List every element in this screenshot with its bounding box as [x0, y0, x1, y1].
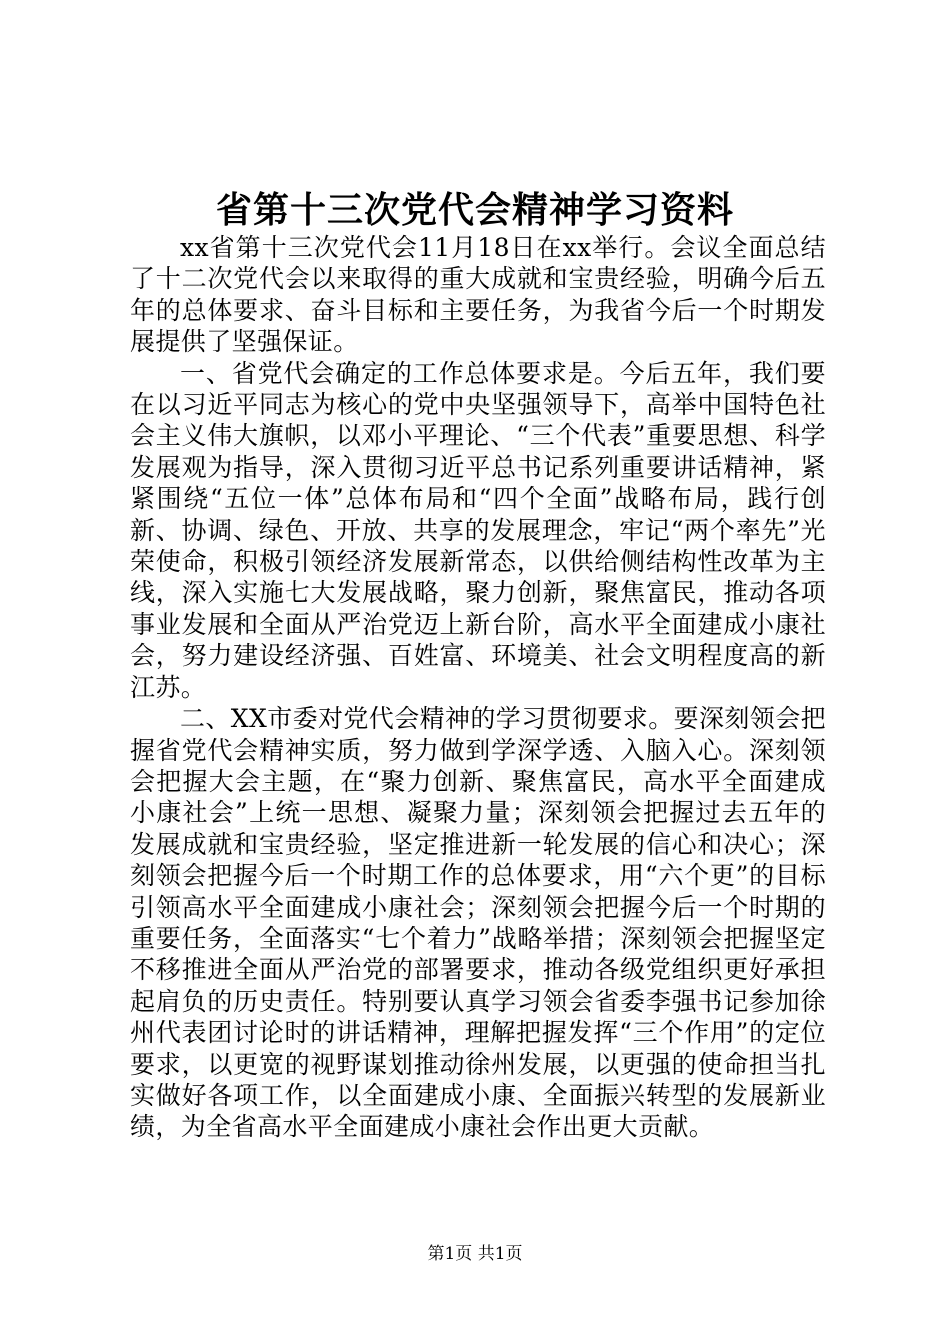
paragraph-study-requirements: 二、XX市委对党代会精神的学习贯彻要求。要深刻领会把握省党代会精神实质，努力做到学深学透、入脑入心。深刻领会把握大会主题，在“聚力创新、聚焦富民，高水平全面建成小康社会”上统一思想、凝聚力量；深刻领会把握过去五年的发展成就和宝贵经验，坚定推进新一轮发展的信心和决心；深刻领会把握今后一个时期工作的总体要求，用“六个更”的目标引领高水平全面建成小康社会；深刻领会把握今后一个时期的重要任务，全面落实“七个着力”战略举措；深刻领会把握坚定不移推进全面从严治党的部署要求，推动各级党组织更好承担起肩负的历史责任。特别要认真学习领会省委李强书记参加徐州代表团讨论时的讲话精神，理解把握发挥“三个作用”的定位要求，以更宽的视野谋划推动徐州发展，以更强的使命担当扎实做好各项工作，以全面建成小康、全面振兴转型的发展新业绩，为全省高水平全面建成小康社会作出更大贡献。 [130, 704, 826, 1142]
page-footer: 第1页 共1页 [427, 1244, 523, 1264]
document-body [130, 232, 826, 1143]
document-title: 省第十三次党代会精神学习资料 [215, 189, 734, 231]
paragraph-overall-requirements: 一、省党代会确定的工作总体要求是。今后五年，我们要在以习近平同志为核心的党中央坚强领导下，高举中国特色社会主义伟大旗帜，以邓小平理论、“三个代表”重要思想、科学发展观为指导，深入贯彻习近平总书记系列重要讲话精神，紧紧围绕“五位一体”总体布局和“四个全面”战略布局，践行创新、协调、绿色、开放、共享的发展理念，牢记“两个率先”光荣使命，积极引领经济发展新常态，以供给侧结构性改革为主线，深入实施七大发展战略，聚力创新，聚焦富民，推动各项事业发展和全面从严治党迈上新台阶，高水平全面建成小康社会，努力建设经济强、百姓富、环境美、社会文明程度高的新江苏。 [130, 358, 826, 702]
paragraph-intro: xx省第十三次党代会11月18日在xx举行。会议全面总结了十二次党代会以来取得的重大成就和宝贵经验，明确今后五年的总体要求、奋斗目标和主要任务，为我省今后一个时期发展提供了坚强保证。 [130, 233, 826, 357]
